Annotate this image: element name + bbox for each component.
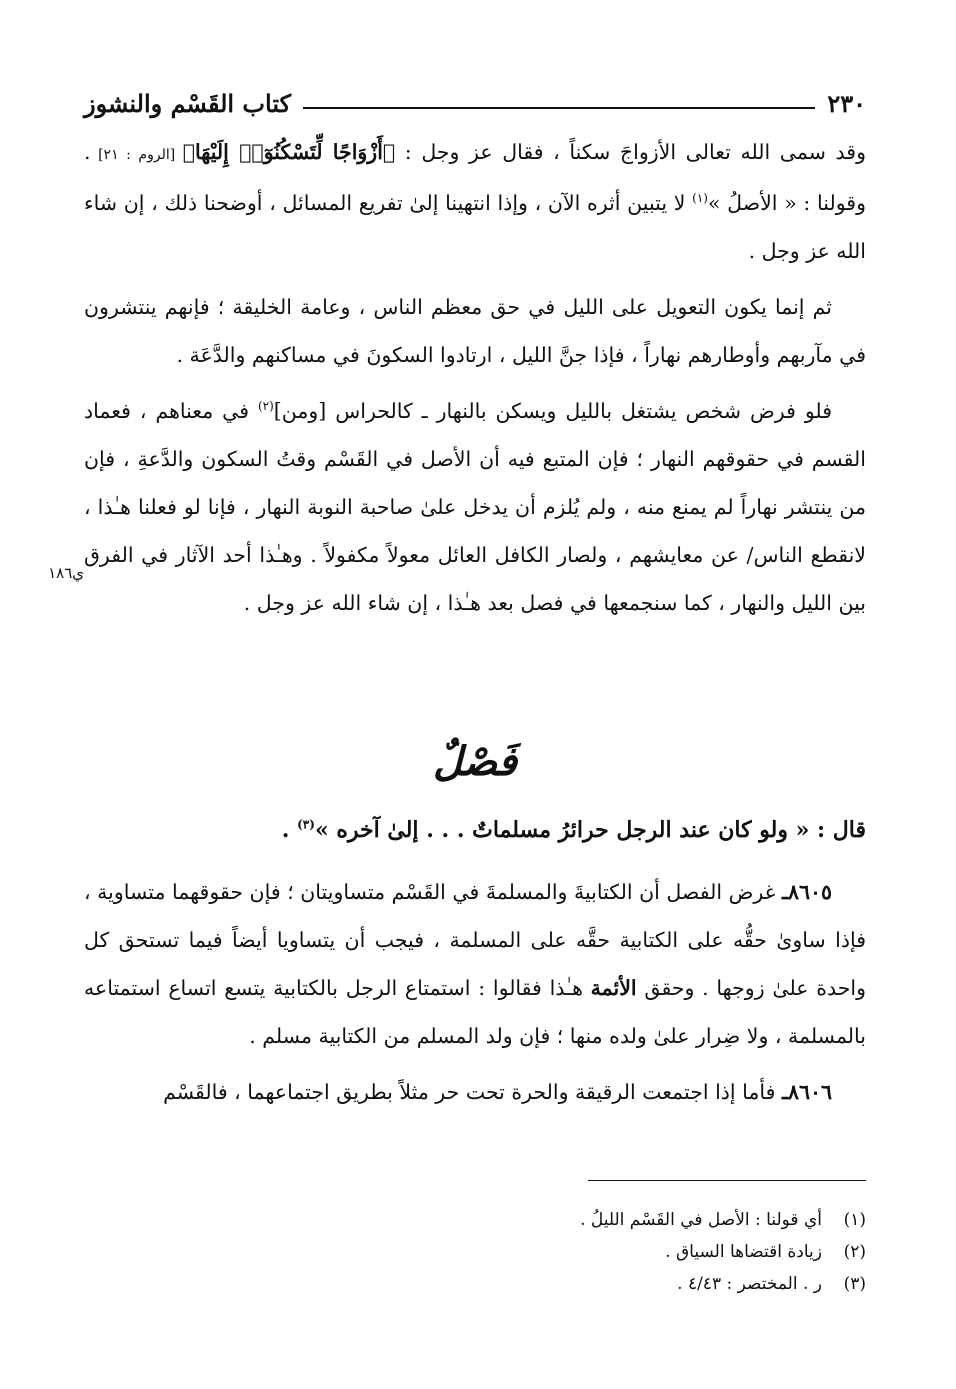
bold-term: الأئمة [590,976,637,1000]
numbered-text-block [84,868,866,1124]
footnote-3 [106,1268,866,1300]
main-text-block [84,128,866,635]
footnote-text: ر . المختصر : ٤/٤٣ . [677,1274,822,1294]
quran-reference: [الروم : ٢١] [90,147,183,163]
paragraph-text: فأما إذا اجتمعت الرقيقة والحرة تحت حر مثلاً بطريق اجتماعهما ، فالقَسْم [163,1080,782,1104]
section-heading [84,738,866,785]
paragraph-3 [84,387,866,627]
footnote-2 [106,1236,866,1268]
paragraph-1-text: وقد سمى الله تعالى الأزواجَ سكناً ، فقال عز وجل : [395,140,866,164]
footnote-text: أي قولنا : الأصل في القَسْم الليلُ . [580,1210,822,1230]
paragraph-2: ثم إنما يكون التعويل على الليل في حق معظم الناس ، وعامة الخليقة ؛ فإنهم ينتشرون في مآربهم وأوطارهم نهاراً ، فإذا جنَّ الليل ، ارتادوا السكونَ في مساكنهم والدَّعَة . [84,295,866,367]
paragraph-text: غرض الفصل أن الكتابيةَ والمسلمةَ في القَسْم متساويتان ؛ فإن حقوقهما متساوية ، فإذا ساوىٰ حقُّه على الكتابية حقَّه على المسلمة ، فيجب أن يتساويا أيضاً فيما تستحق كل واحدة علىٰ زوجها . وحقق [84,880,866,1000]
paragraph-number: ٨٦٠٦ـ [781,1080,832,1104]
book-title: كتاب القَسْم والنشوز [84,89,291,118]
footnote-separator [588,1180,866,1181]
paragraph-1-end: لا يتبين أثره الآن ، وإذا انتهينا إلىٰ تفريع المسائل ، أوضحنا ذلك ، إن شاء الله عز وجل . [84,191,866,263]
quran-verse: ﴿أَزْوَاجًا لِّتَسْكُنُوٓا۟ إِلَيْهَا﴾ [182,140,396,164]
footnote-number: (٣) [843,1274,866,1294]
footnote-marker-1: (١) [692,191,708,206]
header-rule [303,107,815,109]
manuscript-margin-note: ي١٨٦ [48,564,84,582]
footnote-number: (١) [843,1210,866,1230]
footnote-1 [106,1204,866,1236]
paragraph-1-mid: . وقولنا : « الأصلُ » [84,140,866,215]
section-heading-text: فَصْلٌ [432,738,518,785]
numbered-paragraph-8605 [84,868,866,1060]
paragraph-1 [84,128,866,275]
page-number: ٢٣٠ [827,89,866,118]
footnote-text: زيادة اقتضاها السياق . [665,1242,822,1262]
numbered-paragraph-8606 [84,1068,866,1116]
footnotes [106,1204,866,1300]
quoted-text [84,806,866,854]
quote-text: قال : « ولو كان عند الرجل حرائرُ مسلماتٌ . . . إلىٰ آخره » [314,817,866,843]
footnote-marker-2: (٢) [257,399,274,414]
paragraph-number: ٨٦٠٥ـ [781,880,832,904]
footnote-marker-3: (٣) [297,817,315,832]
paragraph-text-end: هـٰذا فقالوا : استمتاع الرجل بالكتابية يتسع اتساع استمتاعه بالمسلمة ، ولا ضِرار علىٰ ولده منها ؛ فإن ولد المسلم من الكتابية مسلم . [84,976,866,1048]
paragraph-3-text: فلو فرض شخص يشتغل بالليل ويسكن بالنهار ـ كالحراس [ومن] [273,399,832,423]
quote-tail: . [281,817,298,843]
page-header [84,82,866,118]
footnote-number: (٢) [843,1242,866,1262]
paragraph-3-end: في معناهم ، فعماد القسم في حقوقهم النهار ؛ فإن المتبع فيه أن الأصل في القَسْم وقتُ السكون والدَّعةِ ، فإن من ينتشر نهاراً لم يمنع منه ، ولم يُلزم أن يدخل علىٰ صاحبة النوبة النهار ، فإنا لو فعلنا هـٰذا ، لانقطع الناس/ عن معايشهم ، ولصار الكافل العائل معولاً مكفولاً . وهـٰذا أحد الآثار في الفرق بين الليل والنهار ، كما سنجمعها في فصل بعد هـٰذا ، إن شاء الله عز وجل . [84,399,866,615]
